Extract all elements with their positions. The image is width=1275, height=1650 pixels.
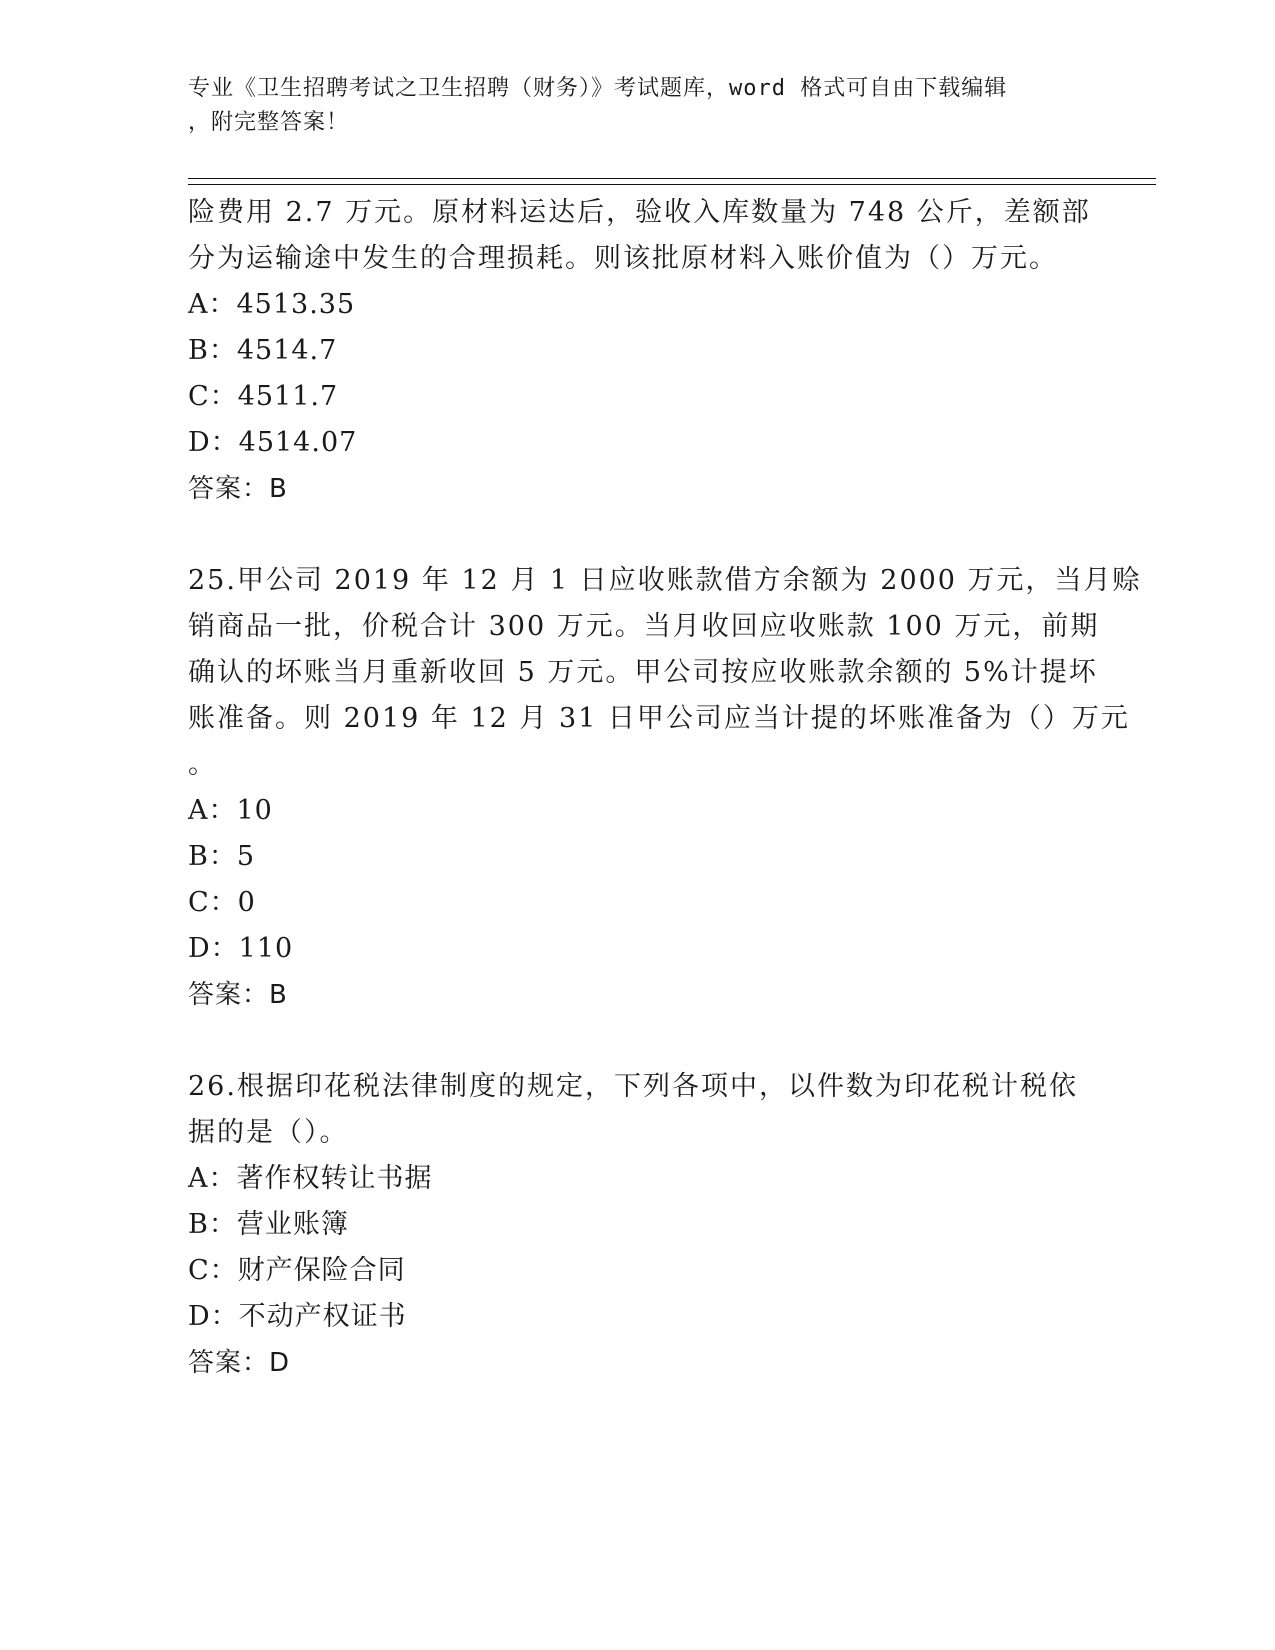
question-26 <box>188 1064 1088 1386</box>
question-text-line: 销商品一批，价税合计 300 万元。当月收回应收账款 100 万元，前期 <box>188 611 1100 642</box>
header-line-2: ，附完整答案！ <box>188 110 350 135</box>
question-text-line: 据的是（）。 <box>188 1117 349 1148</box>
question-24 <box>188 190 1091 512</box>
question-text-line: 。 <box>188 749 217 780</box>
option-c: C：0 <box>188 887 256 918</box>
question-text-line: 分为运输途中发生的合理损耗。则该批原材料入账价值为（）万元。 <box>188 243 1058 274</box>
option-a: A：4513.35 <box>188 289 356 320</box>
option-a: A：著作权转让书据 <box>188 1163 433 1194</box>
question-text-line: 25.甲公司 2019 年 12 月 1 日应收账款借方余额为 2000 万元，当月赊 <box>188 565 1142 596</box>
answer: 答案：B <box>188 980 288 1010</box>
option-b: B：营业账簿 <box>188 1209 349 1240</box>
header-divider-top <box>188 178 1156 179</box>
option-c: C：4511.7 <box>188 381 339 412</box>
question-text-line: 确认的坏账当月重新收回 5 万元。甲公司按应收账款余额的 5%计提坏 <box>188 657 1098 688</box>
question-text-line: 26.根据印花税法律制度的规定，下列各项中，以件数为印花税计税依 <box>188 1071 1078 1102</box>
document-header <box>188 72 1068 140</box>
header-divider-bottom <box>188 184 1156 185</box>
answer: 答案：B <box>188 474 288 504</box>
header-line-1: 专业《卫生招聘考试之卫生招聘（财务）》考试题库，word 格式可自由下载编辑 <box>188 76 1008 101</box>
question-text-line: 险费用 2.7 万元。原材料运达后，验收入库数量为 748 公斤，差额部 <box>188 197 1091 228</box>
option-c: C：财产保险合同 <box>188 1255 406 1286</box>
option-d: D：4514.07 <box>188 427 358 458</box>
option-d: D：不动产权证书 <box>188 1301 407 1332</box>
question-list <box>188 190 1142 1386</box>
option-b: B：4514.7 <box>188 335 338 366</box>
question-25 <box>188 558 1142 1018</box>
answer: 答案：D <box>188 1348 291 1378</box>
option-a: A：10 <box>188 795 273 826</box>
option-b: B：5 <box>188 841 256 872</box>
option-d: D：110 <box>188 933 294 964</box>
question-text-line: 账准备。则 2019 年 12 月 31 日甲公司应当计提的坏账准备为（）万元 <box>188 703 1130 734</box>
